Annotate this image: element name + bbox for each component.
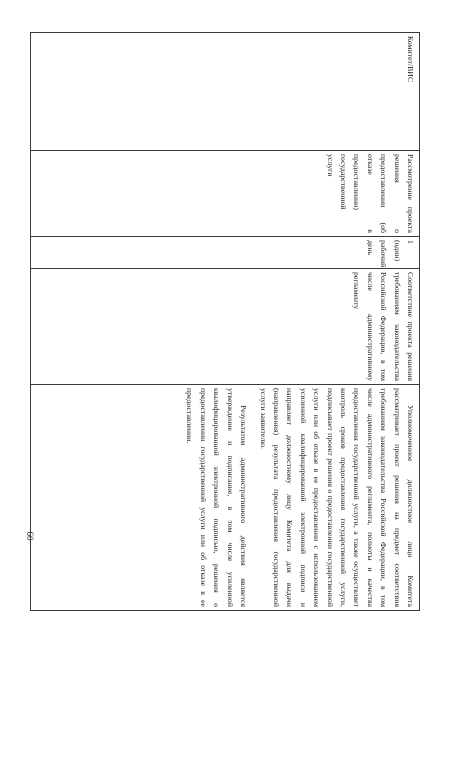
result-cell [31,385,420,611]
criteria-text: Соответствие проекта решения требованиям законодательства Российской Федерации, в том числе административному регламенту [352,272,415,381]
rotated-table-container [30,32,420,610]
table-row [31,33,420,611]
duration-text: 1 (один) рабочий день [365,240,415,268]
action-cell [31,151,420,237]
action-text: Рассмотрение проекта решения о предоставлении (об отказе в предоставлении) государственной услуги [325,154,415,233]
performer-text: Комитет/ВИС [406,36,415,83]
procedure-table [30,32,420,611]
performer-cell [31,33,420,151]
result-paragraph-1: Уполномоченное должностное лицо Комитета рассматривает проект решения на предмет соответствия требованиям законодательства Российской Федерации, в том числе административного регламента, полноты и качества предоставления государственной услуги, а также осуществляет контроль сроков предоставления государственной услуги, подписывает проект решения о предоставлении государственной услуги или об отказе в ее предоставлении с использованием усиленной квалифицированной электронной подписи и направляет должностному лицу Комитета для выдачи (направления) результата предоставления государственной услуги заявителю. [258,388,415,607]
page-number: 60 [25,531,35,541]
duration-cell [31,237,420,269]
criteria-cell [31,269,420,385]
result-paragraph-2: Результатом административного действия является утверждение и подписание, в том числе усиленной квалифицированной электронной подписью, решения о предоставлении государственной услуги или об отказе в ее предоставлении. [185,388,249,607]
